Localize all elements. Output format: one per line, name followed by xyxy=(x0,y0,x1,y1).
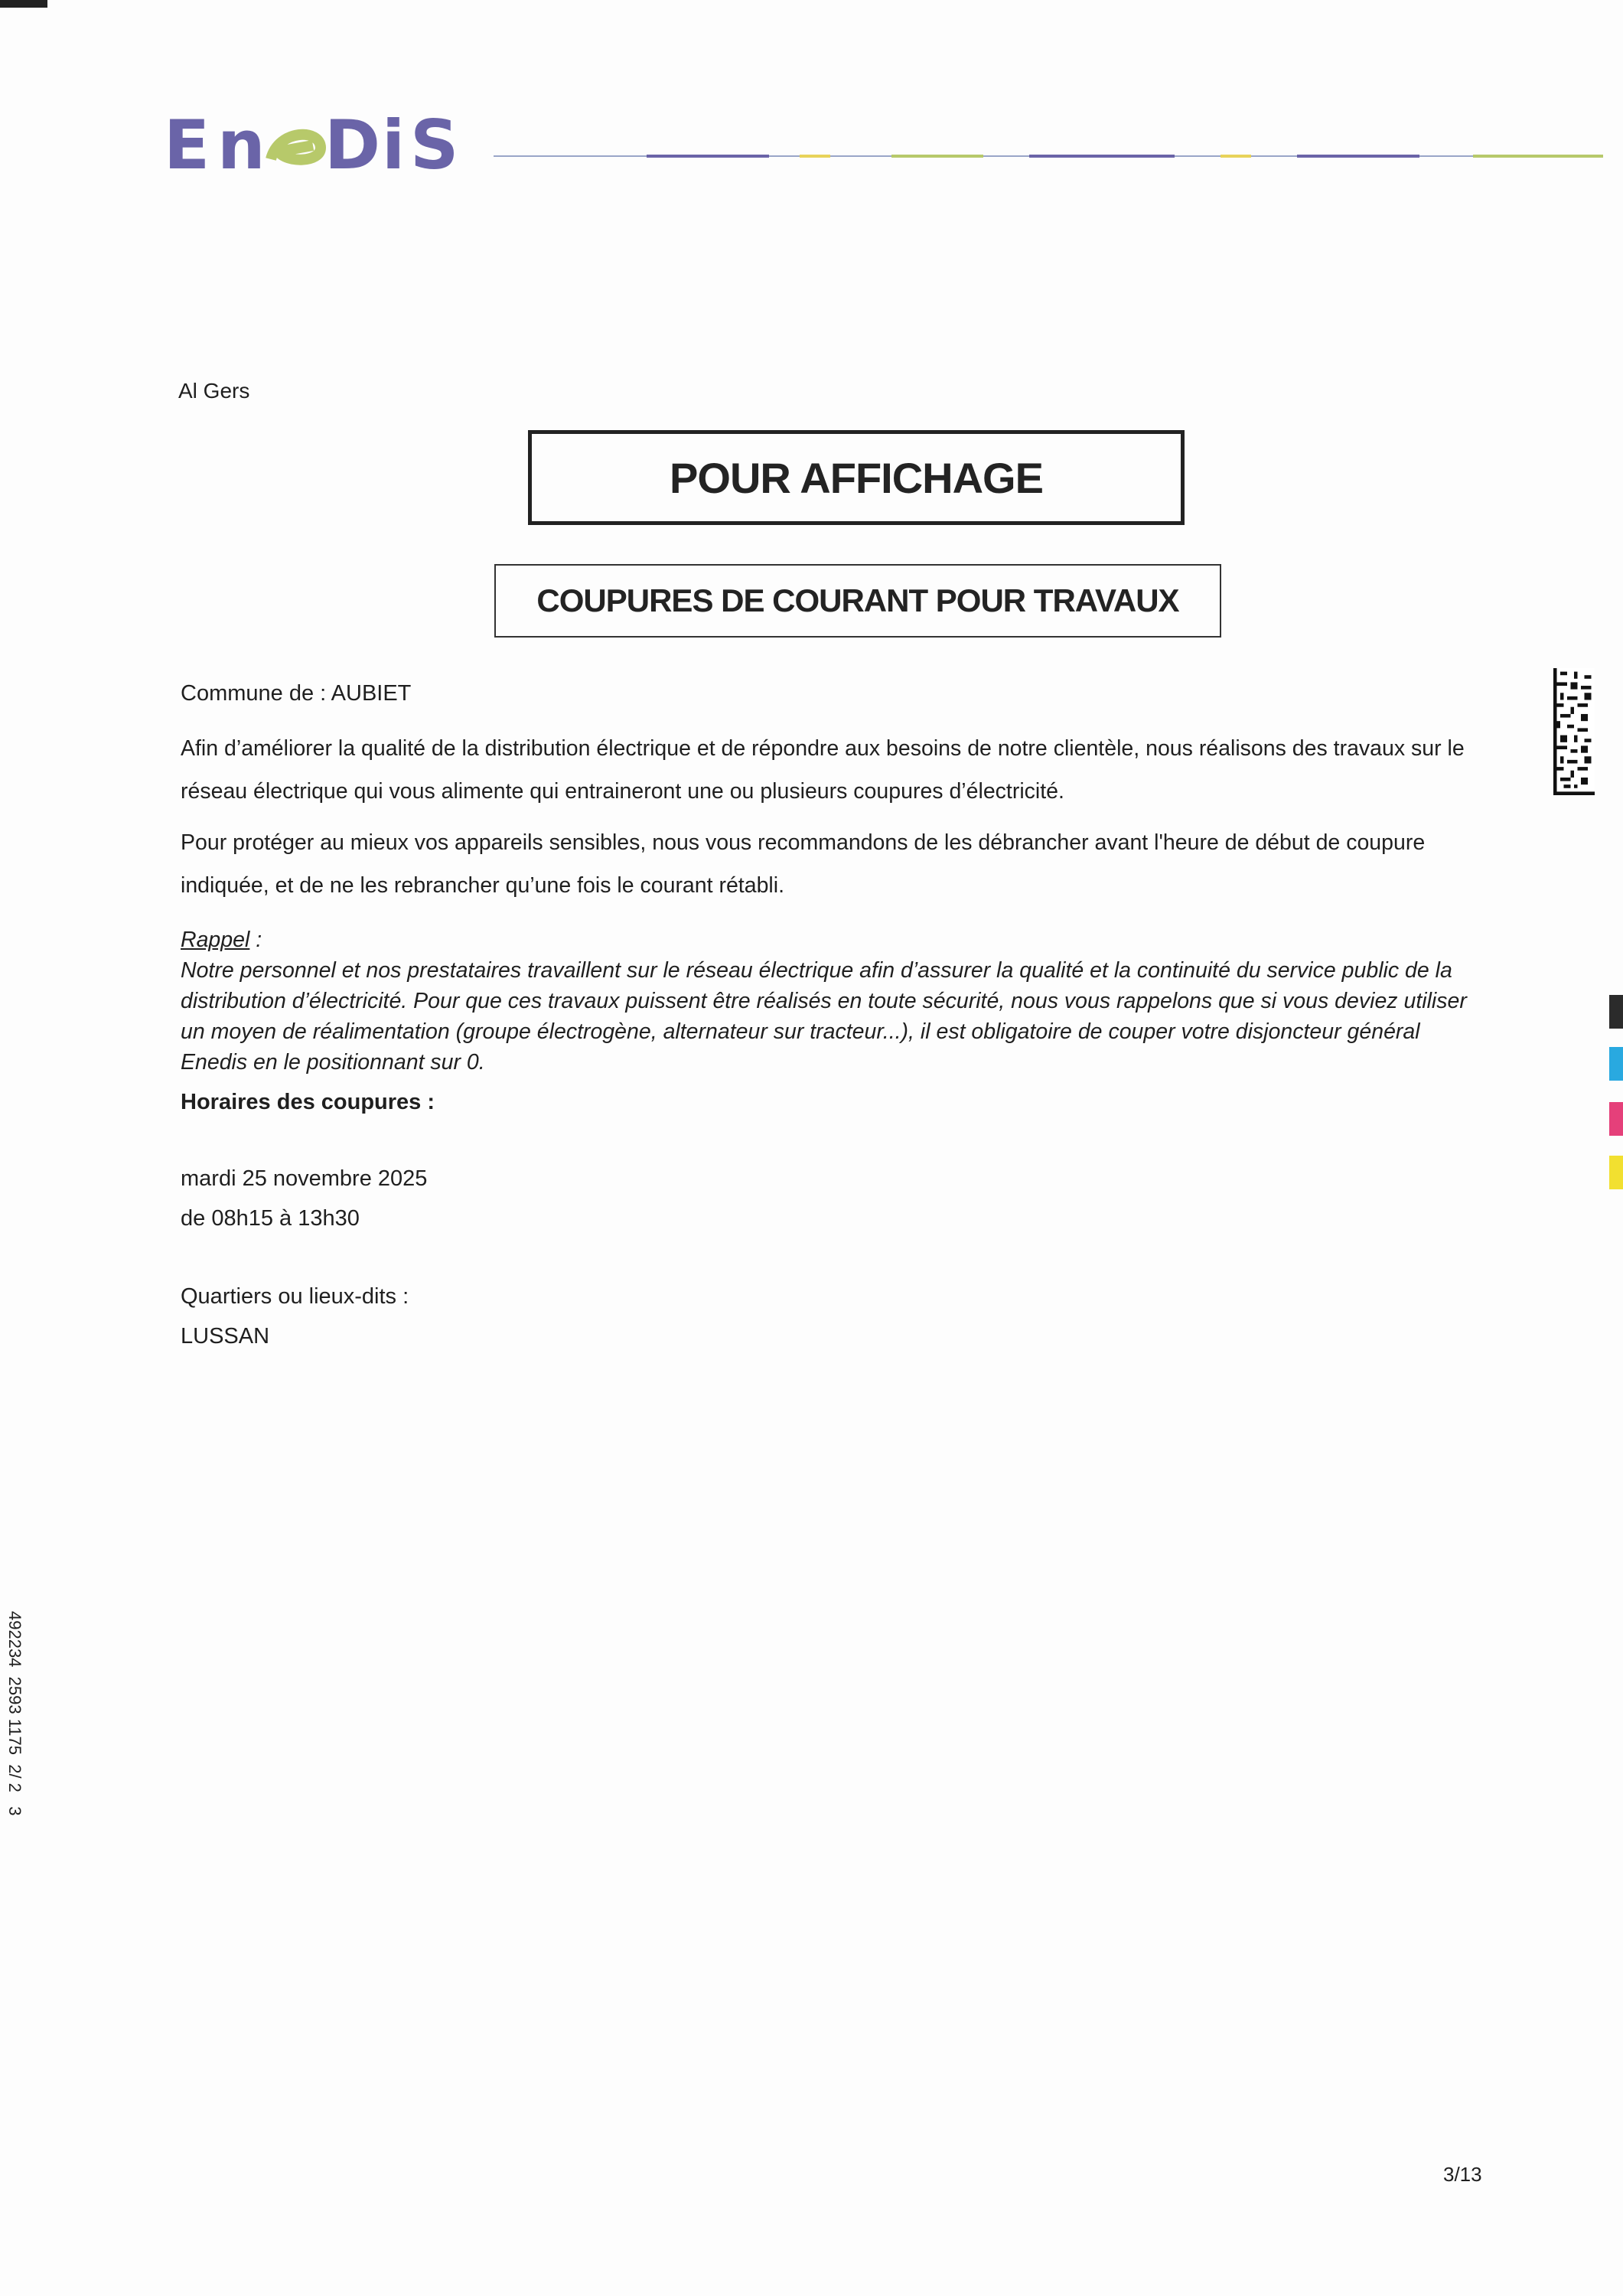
pour-affichage-box xyxy=(528,430,1185,525)
page-number: 3/13 xyxy=(1443,2163,1482,2186)
side-code: 492234 2593 1175 2/ 2 3 xyxy=(5,1611,24,1816)
svg-text:i: i xyxy=(382,106,406,182)
outage-time: de 08h15 à 13h30 xyxy=(181,1206,360,1231)
svg-text:S: S xyxy=(410,106,459,182)
enedis-logo xyxy=(164,106,477,182)
color-swatch-cyan xyxy=(1609,1047,1623,1081)
registration-mark xyxy=(0,0,47,8)
rappel-text: Notre personnel et nos prestataires travaillent sur le réseau électrique afin d’assurer la qualité et la continuité du service public de la distribution d’électricité. Pour que ces travaux puissent être réalisés en toute sécurité, nous vous rappelons que si vous deviez utiliser un moyen de réalimentation (groupe électrogène, alternateur sur tracteur...), il est obligatoire de couper votre disjoncteur général Enedis en le positionnant sur 0. xyxy=(181,958,1467,1075)
rappel-colon: : xyxy=(249,928,262,952)
svg-text:E: E xyxy=(164,106,212,182)
color-swatch-yellow xyxy=(1609,1156,1623,1189)
horaires-title: Horaires des coupures : xyxy=(181,1090,435,1114)
commune-line: Commune de : AUBIET xyxy=(181,681,412,706)
color-swatch-black xyxy=(1609,995,1623,1029)
color-swatch-magenta xyxy=(1609,1102,1623,1136)
rappel-title: Rappel xyxy=(181,928,250,952)
rappel-block xyxy=(181,925,1481,1078)
coupures-title-box xyxy=(494,564,1221,638)
paragraph-protection: Pour protéger au mieux vos appareils sensibles, nous vous recommandons de les débrancher avant l'heure de début de coupure indiquée, et de ne les rebrancher qu’une fois le courant rétabli. xyxy=(181,830,1426,898)
outage-date: mardi 25 novembre 2025 xyxy=(181,1166,428,1191)
svg-text:D: D xyxy=(324,106,381,182)
paragraph-intro: Afin d’améliorer la qualité de la distribution électrique et de répondre aux besoins de notre clientèle, nous réalisons des travaux sur le réseau électrique qui vous alimente qui entraineront une ou plusieurs coupures d’électricité. xyxy=(181,736,1465,804)
coupures-title: COUPURES DE COURANT POUR TRAVAUX xyxy=(536,582,1179,618)
svg-text:n: n xyxy=(217,106,266,182)
quartiers-value: LUSSAN xyxy=(181,1324,270,1349)
quartiers-title: Quartiers ou lieux-dits : xyxy=(181,1284,409,1309)
header-rule xyxy=(494,153,1603,159)
datamatrix-code xyxy=(1553,668,1595,795)
recipient: Al Gers xyxy=(178,379,250,403)
pour-affichage-title: POUR AFFICHAGE xyxy=(670,453,1043,502)
